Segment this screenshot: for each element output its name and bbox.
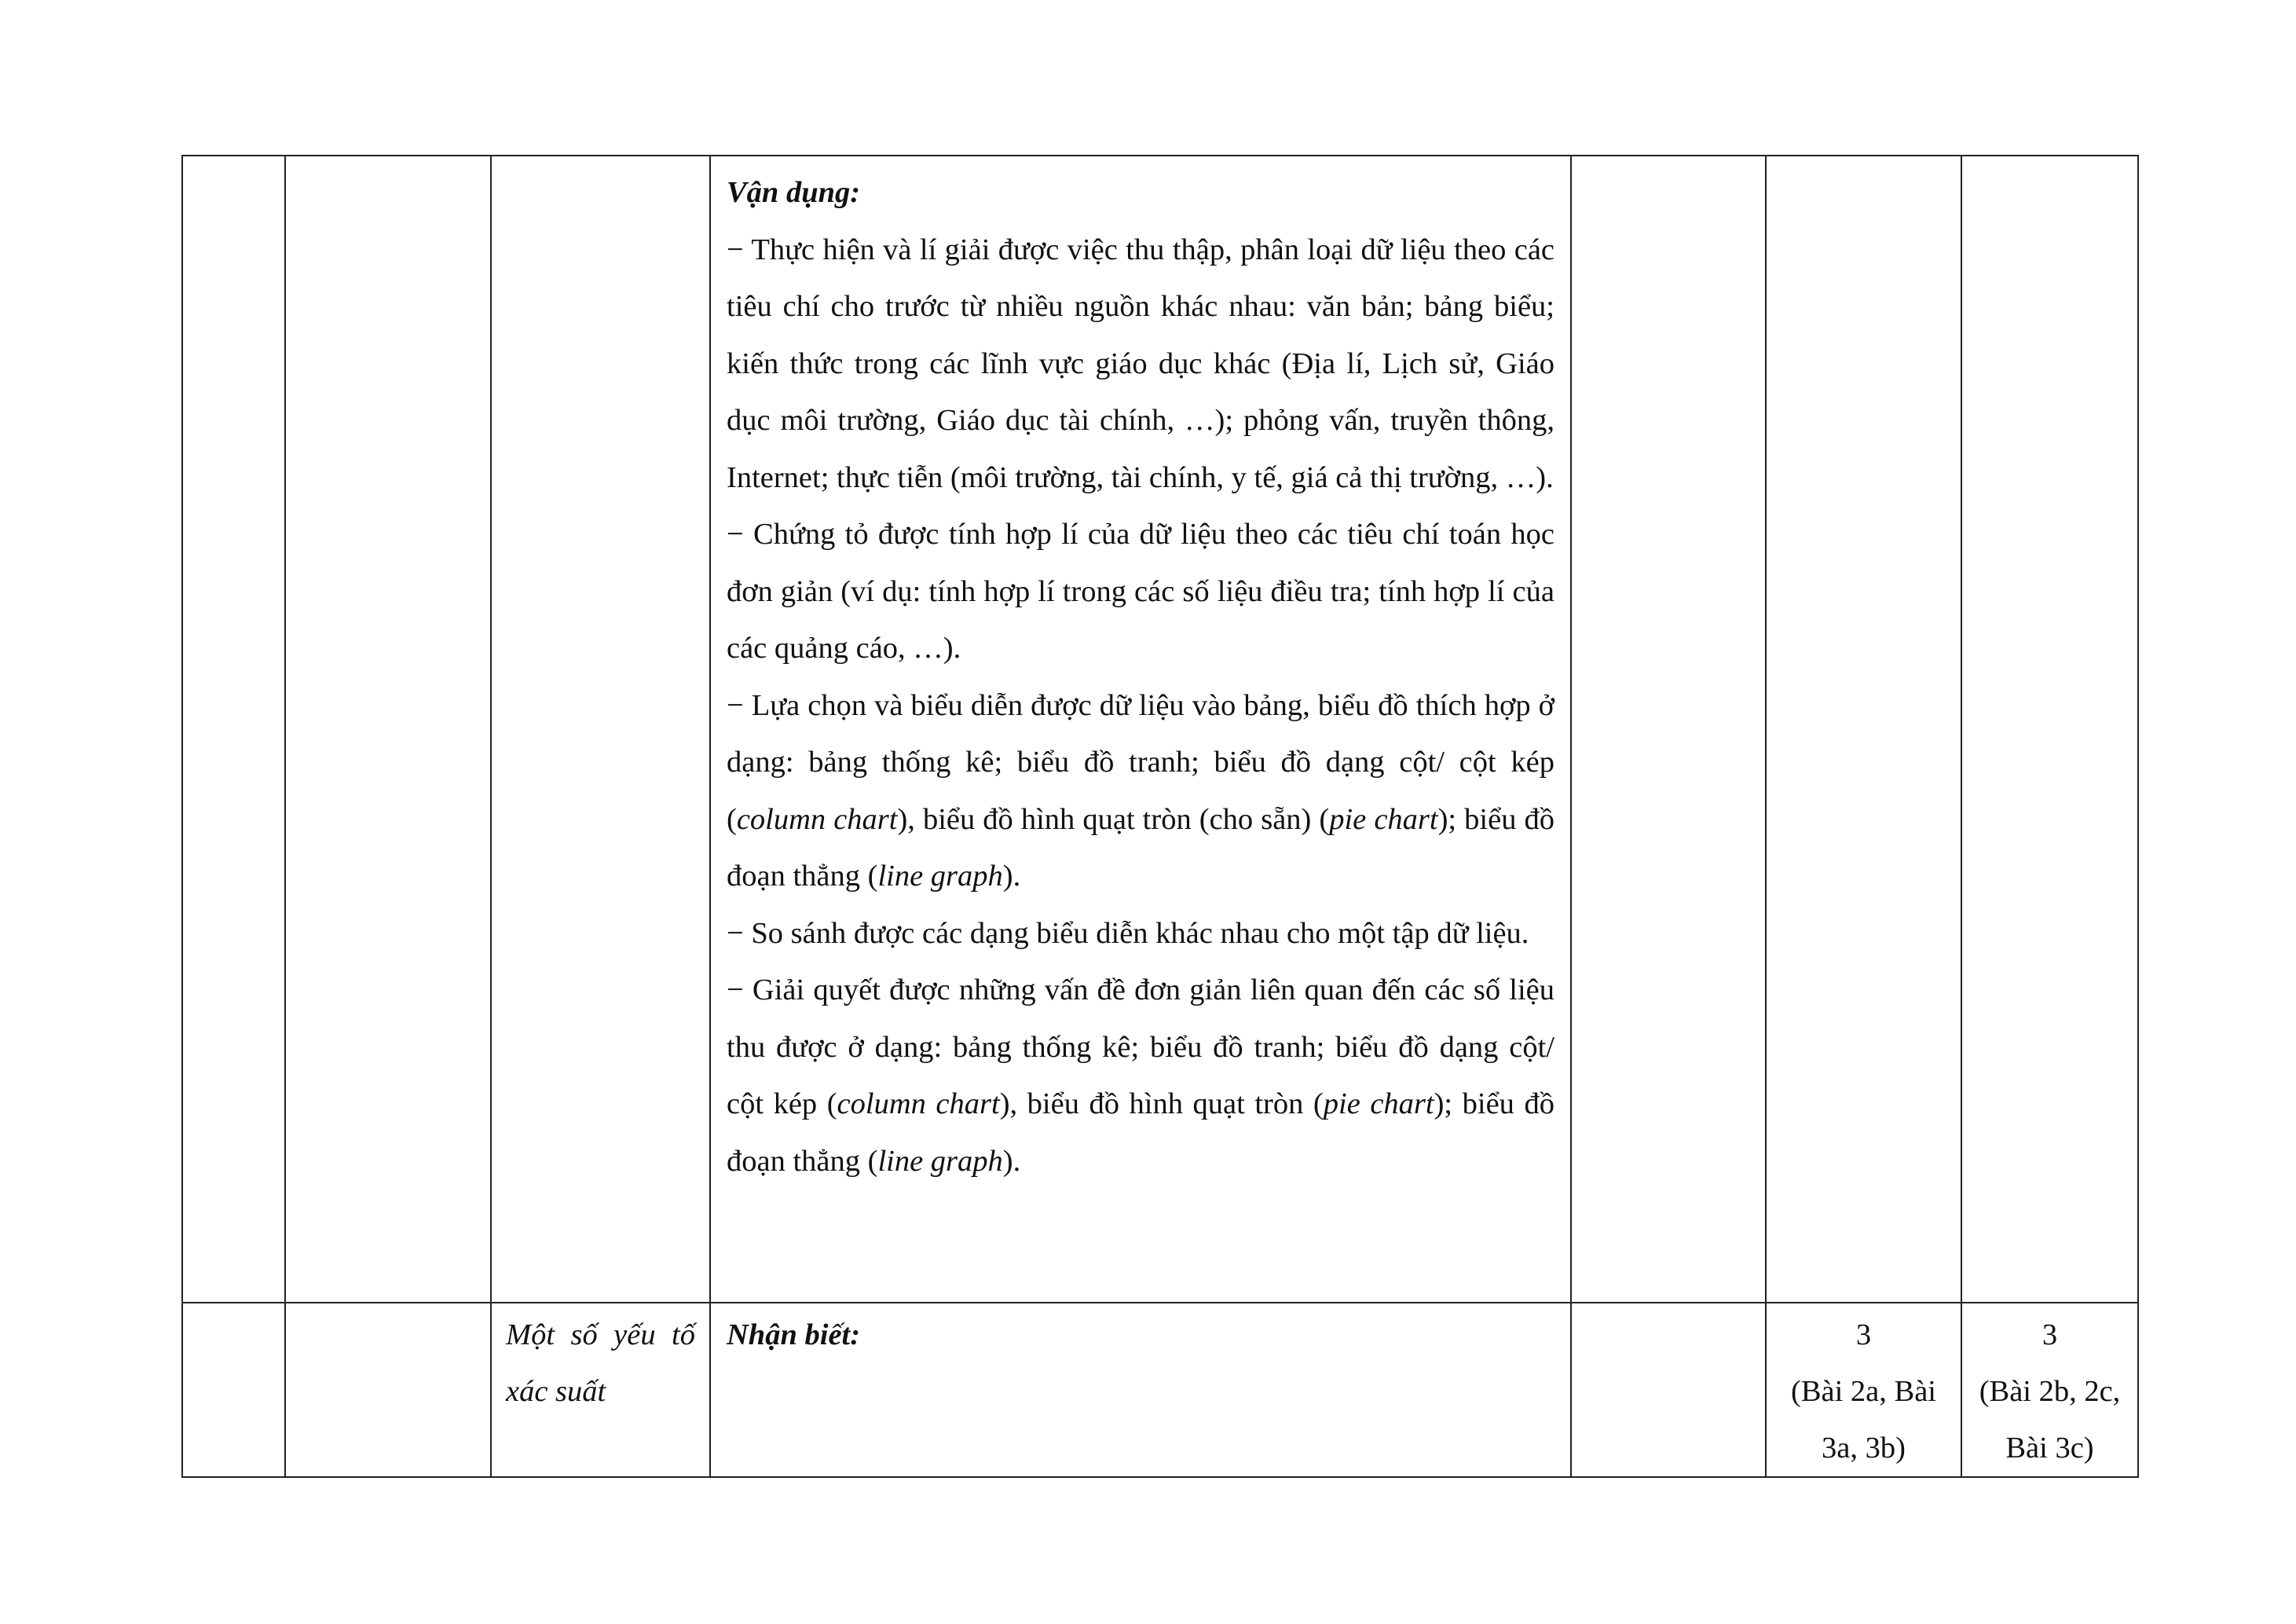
question-count: 3: [1855, 1318, 1872, 1351]
topic-label: Một số yếu tố xác suất: [506, 1318, 695, 1408]
requirements-cell: [710, 156, 1571, 1303]
content-table: [181, 155, 2139, 1478]
requirement-item: − So sánh được các dạng biểu diễn khác nhau cho một tập dữ liệu.: [727, 916, 1529, 950]
count-cell: [1766, 1303, 1961, 1477]
table-cell: [285, 1303, 491, 1477]
table-cell: [182, 1303, 285, 1477]
section-heading: Vận dụng:: [727, 176, 861, 209]
requirement-item: − Thực hiện và lí giải được việc thu thập, phân loại dữ liệu theo các tiêu chí cho trước từ nhiều nguồn khác nhau: văn bản; bảng biểu; kiến thức trong các lĩnh vực giáo dục khác (Địa lí, Lịch sử, Giáo dục môi trường, Giáo dục tài chính, …); phỏng vấn, truyền thông, Internet; thực tiễn (môi trường, tài chính, y tế, giá cả thị trường, …).: [727, 233, 1554, 494]
table-cell: [1571, 1303, 1766, 1477]
question-refs: (Bài 2b, 2c, Bài 3c): [1979, 1375, 2121, 1465]
section-heading: Nhận biết:: [727, 1318, 861, 1351]
table-cell: [182, 156, 285, 1303]
question-refs: (Bài 2a, Bài 3a, 3b): [1791, 1375, 1936, 1465]
table-cell: [1766, 156, 1961, 1303]
table-cell: [1571, 156, 1766, 1303]
requirement-item: − Lựa chọn và biểu diễn được dữ liệu vào bảng, biểu đồ thích hợp ở dạng: bảng thống kê; biểu đồ tranh; biểu đồ dạng cột/ cột kép (column chart), biểu đồ hình quạt tròn (cho sẵn) (pie chart); biểu đồ đoạn thẳng (line graph).: [727, 688, 1554, 893]
count-cell: [1961, 1303, 2138, 1477]
requirements-cell: [710, 1303, 1571, 1477]
table-cell: [491, 156, 710, 1303]
requirement-item: − Chứng tỏ được tính hợp lí của dữ liệu theo các tiêu chí toán học đơn giản (ví dụ: tính hợp lí trong các số liệu điều tra; tính hợp lí của các quảng cáo, …).: [727, 518, 1554, 665]
table-row: [182, 1303, 2138, 1477]
topic-cell: [491, 1303, 710, 1477]
requirement-item: − Giải quyết được những vấn đề đơn giản liên quan đến các số liệu thu được ở dạng: bảng thống kê; biểu đồ tranh; biểu đồ dạng cột/ cột kép (column chart), biểu đồ hình quạt tròn (pie chart); biểu đồ đoạn thẳng (line graph).: [727, 973, 1554, 1178]
table-cell: [1961, 156, 2138, 1303]
table-cell: [285, 156, 491, 1303]
table-row: [182, 156, 2138, 1303]
question-count: 3: [2041, 1318, 2058, 1351]
